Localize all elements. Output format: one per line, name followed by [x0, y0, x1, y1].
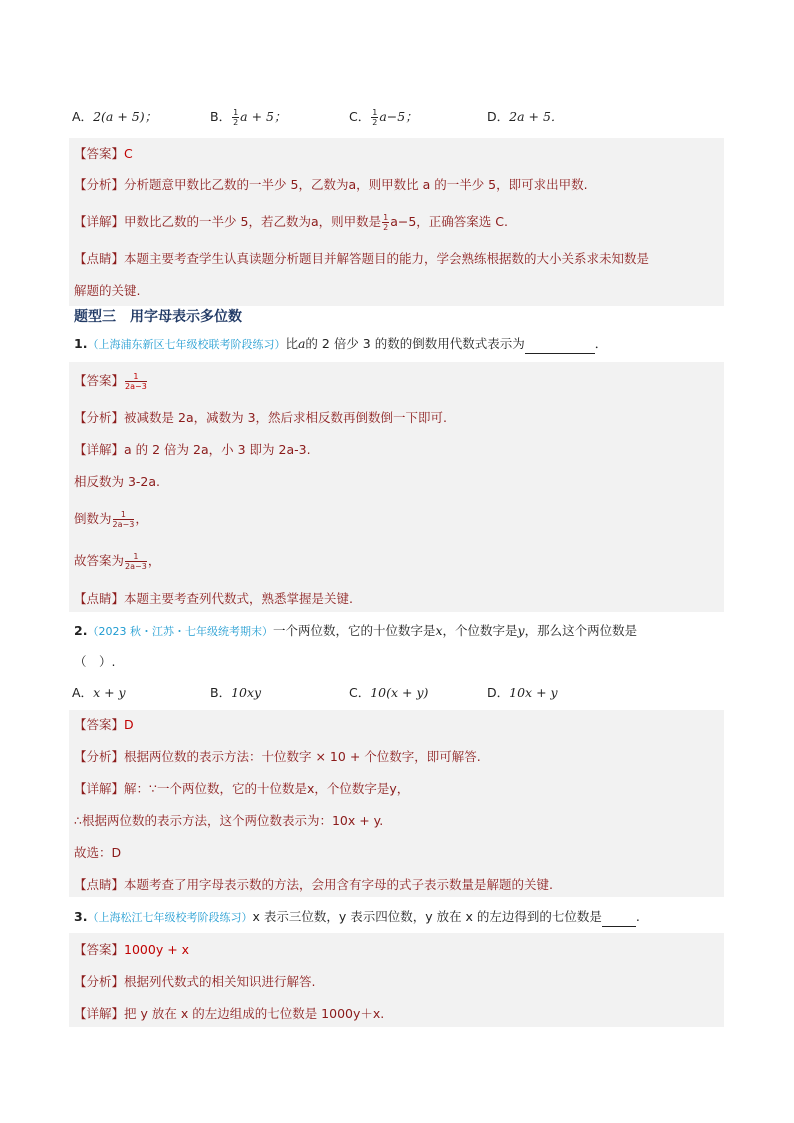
fraction-numerator: 1 [372, 108, 378, 117]
analysis-tag: 【分析】 [74, 410, 125, 425]
q1-opposite: 相反数为 3-2a. [74, 474, 161, 489]
fraction-denominator: 2a−3 [112, 520, 135, 529]
fraction-denominator: 2 [372, 118, 378, 127]
detail-text: 把 y 放在 x 的左边组成的七位数是 1000y＋x. [124, 1006, 385, 1021]
detail-text-post: a−5，正确答案选 C. [390, 214, 508, 229]
reciprocal-label: 倒数为 [74, 511, 112, 526]
option-d-label: D． [487, 685, 510, 700]
stem-text: ，那么这个两位数是 [524, 623, 638, 638]
option-b-label: B． [210, 685, 232, 700]
q1-answer [74, 372, 148, 391]
option-d [487, 684, 558, 702]
q2-detail [74, 780, 409, 798]
option-d [487, 108, 563, 126]
detail-tag: 【详解】 [74, 1006, 125, 1021]
option-d-text: 10x + y [509, 685, 558, 700]
stem-text: 一个两位数，它的十位数字是 [272, 623, 436, 638]
comment-tag: 【点睛】 [74, 877, 125, 892]
analysis-tag: 【分析】 [74, 177, 125, 192]
q2-comment [74, 876, 553, 894]
option-c-fraction [371, 108, 378, 127]
q3-stem [74, 908, 640, 927]
q2-stem [74, 622, 637, 641]
option-c-text: a−5； [379, 109, 418, 124]
q3-answer [74, 941, 189, 959]
option-b-label: B． [210, 109, 232, 124]
final-end: ， [147, 553, 161, 568]
fraction-denominator: 2a−3 [125, 382, 147, 391]
answer-value: 1000y + x [124, 942, 190, 957]
q2-stem-line2: （ ）. [74, 654, 116, 669]
top-options-row [72, 108, 722, 126]
fraction-numerator: 1 [383, 213, 389, 222]
answer-value: C [124, 146, 133, 161]
question-number: 1. [74, 336, 88, 351]
fraction-numerator: 1 [233, 108, 239, 117]
fraction-numerator: 1 [125, 552, 147, 562]
option-a-text: 2(a + 5)； [93, 109, 158, 124]
q2-answer [74, 716, 134, 734]
fraction-numerator: 1 [113, 510, 135, 520]
detail-fraction [382, 213, 389, 232]
detail-tag: 【详解】 [74, 442, 125, 457]
q2-choice: 故选：D [74, 845, 122, 860]
question-number: 2. [74, 623, 88, 638]
answer-tag: 【答案】 [74, 373, 125, 388]
option-b-text: a + 5； [240, 109, 287, 124]
option-c-text: 10(x + y) [370, 685, 429, 700]
comment-tag: 【点睛】 [74, 251, 125, 266]
stem-variable: y [517, 623, 525, 638]
block1-comment-line2: 解题的关键. [74, 283, 141, 298]
option-c [349, 108, 418, 127]
fraction-denominator: 2a−3 [125, 562, 147, 571]
block1-answer [74, 145, 133, 163]
option-b [210, 108, 287, 127]
stem-text: 比 [285, 336, 298, 351]
q1-final [74, 552, 160, 571]
analysis-tag: 【分析】 [74, 974, 125, 989]
q1-comment [74, 590, 353, 608]
option-b-fraction [232, 108, 239, 127]
comment-text: 本题主要考查学生认真读题分析题目并解答题目的能力，学会熟练根据数的大小关系求未知数是 [124, 251, 650, 266]
stem-variable: a [297, 336, 306, 351]
option-a-label: A． [72, 109, 94, 124]
option-c-label: C． [349, 109, 371, 124]
analysis-text: 根据两位数的表示方法：十位数字 × 10 + 个位数字，即可解答. [124, 749, 481, 764]
section-title: 题型三 用字母表示多位数 [74, 309, 242, 325]
analysis-text: 分析题意甲数比乙数的一半少 5，乙数为a，则甲数比 a 的一半少 5，即可求出甲数. [124, 177, 588, 192]
block1-analysis [74, 176, 588, 194]
detail-tag: 【详解】 [74, 781, 125, 796]
q3-analysis [74, 973, 316, 991]
question-source: （上海松江七年级校考阶段练习） [87, 911, 253, 924]
final-label: 故答案为 [74, 553, 125, 568]
option-c [349, 684, 428, 702]
detail-text-pre: 甲数比乙数的一半少 5，若乙数为a，则甲数是 [124, 214, 382, 229]
stem-text: 的 2 倍少 3 的数的倒数用代数式表示为 [305, 336, 525, 351]
question-source: （2023 秋・江苏・七年级统考期末） [87, 625, 273, 638]
q2-therefore: ∴根据两位数的表示方法，这个两位数表示为：10x + y. [74, 813, 384, 828]
detail-text: a 的 2 倍为 2a，小 3 即为 2a-3. [124, 442, 311, 457]
option-b-text: 10xy [231, 685, 262, 700]
q1-detail [74, 441, 311, 459]
fraction-denominator: 2 [383, 223, 389, 232]
reciprocal-end: ， [135, 511, 148, 526]
stem-end: ． [594, 336, 608, 351]
analysis-text: 被减数是 2a，减数为 3，然后求相反数再倒数倒一下即可. [124, 410, 448, 425]
block1-detail [74, 213, 508, 232]
fraction-denominator: 2 [233, 118, 239, 127]
answer-fraction [125, 372, 147, 391]
question-number: 3. [74, 909, 88, 924]
comment-tag: 【点睛】 [74, 591, 125, 606]
answer-blank[interactable] [602, 912, 636, 927]
analysis-tag: 【分析】 [74, 749, 125, 764]
comment-text: 本题考查了用字母表示数的方法，会用含有字母的式子表示数量是解题的关键. [124, 877, 553, 892]
analysis-text: 根据列代数式的相关知识进行解答. [124, 974, 316, 989]
reciprocal-fraction [113, 510, 135, 529]
option-a [72, 684, 126, 702]
q3-detail [74, 1005, 384, 1023]
comment-text: 本题主要考查列代数式，熟悉掌握是关键. [124, 591, 353, 606]
detail-text: 解：∵一个两位数，它的十位数是x，个位数字是y， [124, 781, 410, 796]
option-d-label: D． [487, 109, 510, 124]
fraction-numerator: 1 [125, 372, 147, 382]
option-a-text: x + y [93, 685, 126, 700]
option-a [72, 108, 157, 126]
answer-tag: 【答案】 [74, 717, 125, 732]
final-fraction [125, 552, 147, 571]
q1-stem [74, 335, 607, 354]
question-source: （上海浦东新区七年级校联考阶段练习） [87, 338, 286, 351]
solution-block-q1 [69, 362, 724, 612]
option-b [210, 684, 261, 702]
q1-reciprocal [74, 510, 148, 529]
block1-comment [74, 250, 649, 268]
solution-block-q2 [69, 710, 724, 897]
answer-tag: 【答案】 [74, 146, 125, 161]
option-d-text: 2a + 5． [509, 109, 564, 124]
stem-text: x 表示三位数，y 表示四位数，y 放在 x 的左边得到的七位数是 [252, 909, 602, 924]
q1-analysis [74, 409, 447, 427]
answer-blank[interactable] [525, 339, 595, 354]
stem-text: ，个位数字是 [442, 623, 518, 638]
option-a-label: A． [72, 685, 94, 700]
detail-tag: 【详解】 [74, 214, 125, 229]
stem-end: . [635, 909, 640, 924]
stem-variable: x [435, 623, 443, 638]
answer-tag: 【答案】 [74, 942, 125, 957]
answer-value: D [124, 717, 134, 732]
option-c-label: C． [349, 685, 371, 700]
q2-options-row [72, 684, 722, 702]
q2-analysis [74, 748, 481, 766]
